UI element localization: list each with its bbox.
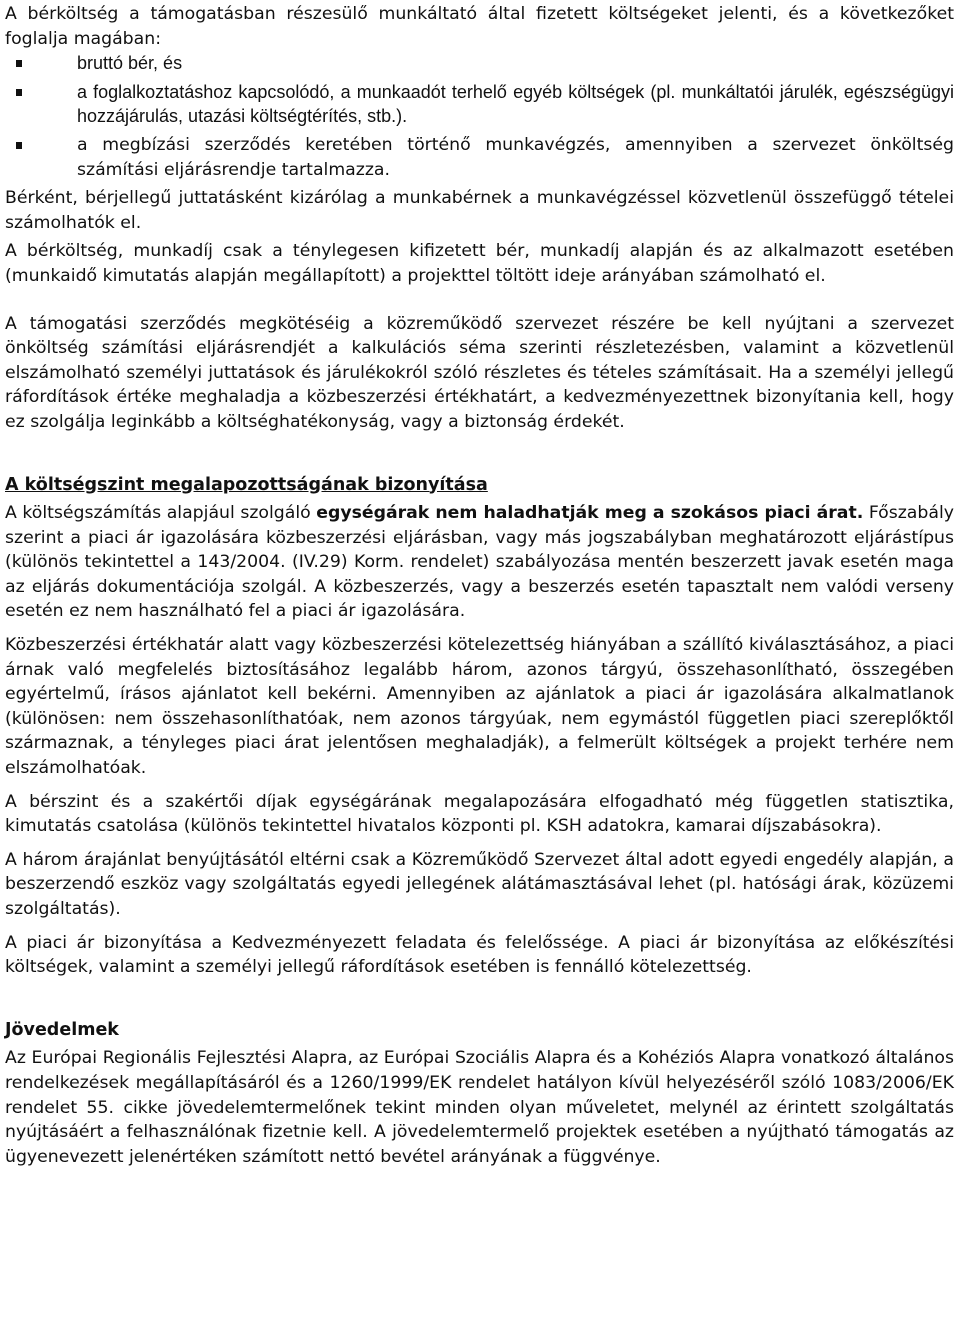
wage-items-paragraph: Bérként, bérjellegű juttatásként kizárólag a munkabérnek a munkavégzéssel közvetlenül összefüggő tételei számolhatók el. <box>5 188 954 233</box>
grant-contract-paragraph: A támogatási szerződés megkötéséig a közreműködő szervezet részére be kell nyújtani a szervezet önköltség számítási eljárásrendjét a kalkulációs séma szerinti részletezésben, valamint a közvetlenül elszámolható személyi juttatások és járulékokról szóló részletes és tételes számításait. Ha a személyi jellegű ráfordítások értéke meghaladja a közbeszerzési értékhatárt, a kedvezményezettnek bizonyítania kell, hogy ez szolgálja leginkább a költséghatékonyság, vagy a biztonság érdekét. <box>5 313 954 432</box>
unit-price-paragraph: A költségszámítás alapjául szolgáló egységárak nem haladhatják meg a szokásos piaci árat. Főszabály szerint a piaci ár igazolására közbeszerzési eljárásban, vagy más jogszabályban meghatározott eljárástípus (különös tekintettel a 143/2004. (IV.29) Korm. rendelet) szabályozása mentén beszerzett javak esetén maga az eljárás dokumentációja szolgál. A közbeszerzés, vagy a beszerzés esetén tapasztalt nem valódi verseny esetén ez nem használható fel a piaci ár igazolására. <box>5 503 954 622</box>
procurement-paragraph: Közbeszerzési értékhatár alatt vagy közbeszerzési kötelezettség hiányában a szállító kiválasztásához, a piaci árnak való megfelelés biztosításához legalább három, azonos tárgyú, összehasonlítható, összegében egyértelmű, írásos ajánlatot kell bekérni. Amennyiben az ajánlatok a piaci ár igazolására alkalmatlanok (különösen: nem összehasonlíthatóak, nem azonos tárgyúak, nem egymástól független piaci szereplőktől származnak, a tényleges piaci árat jelentősen meghaladják), a felmerült költségek a projekt terhére nem elszámolhatóak. <box>5 635 954 779</box>
square-bullet-icon <box>16 142 22 149</box>
section-heading-income: Jövedelmek <box>5 1019 119 1040</box>
list-item: bruttó bér, és <box>77 51 954 76</box>
list-item: a megbízási szerződés keretében történő munkavégzés, amennyiben a szervezet önköltség számítási eljárásrendje tartalmazza. <box>77 133 954 182</box>
section-heading-cost-level: A költségszint megalapozottságának bizonyítása <box>5 474 488 495</box>
square-bullet-icon <box>16 60 22 67</box>
three-offers-paragraph: A három árajánlat benyújtásától eltérni csak a Közreműködő Szervezet által adott egyedi engedély alapján, a beszerzendő eszköz vagy szolgáltatás egyedi jellegének alátámasztásával lehet (pl. hatósági árak, közüzemi szolgáltatás). <box>5 849 954 919</box>
unit-price-emphasis: egységárak nem haladhatják meg a szokásos piaci árat. <box>316 503 864 524</box>
income-paragraph: Az Európai Regionális Fejlesztési Alapra, az Európai Szociális Alapra és a Kohéziós Alapra vonatkozó általános rendelkezések megállapításáról és a 1260/1999/EK rendelet hatályon kívül helyezéséről szóló 1083/2006/EK rendelet 55. cikke jövedelemtermelőnek tekint minden olyan műveletet, melynél az érintett szolgáltatás nyújtásáért a felhasználónak fizetnie kell. A jövedelemtermelő projektek esetében a nyújtható támogatás az ügyenevezett jelenértéken számított nettó bevétel arányának a függvénye. <box>5 1048 954 1167</box>
wage-level-paragraph: A bérszint és a szakértői díjak egységárának megalapozására elfogadható még független statisztika, kimutatás csatolása (különös tekintettel hivatalos központi pl. KSH adatokra, kamarai díjszabásokra). <box>5 791 954 837</box>
wage-cost-paragraph: A bérköltség, munkadíj csak a ténylegesen kifizetett bér, munkadíj alapján és az alkalmazott esetében (munkaidő kimutatás alapján megállapított) a projekttel töltött ideje arányában számolható el. <box>5 241 954 286</box>
cost-items-list <box>5 51 954 182</box>
list-item: a foglalkoztatáshoz kapcsolódó, a munkaadót terhelő egyéb költségek (pl. munkáltatói járulék, egészségügyi hozzájárulás, utazási költségtérítés, stb.). <box>77 80 954 129</box>
intro-paragraph: A bérköltség a támogatásban részesülő munkáltató által fizetett költségeket jelenti, és a következőket foglalja magában: <box>5 4 954 49</box>
market-price-paragraph: A piaci ár bizonyítása a Kedvezményezett feladata és felelőssége. A piaci ár bizonyítása az előkészítési költségek, valamint a személyi jellegű ráfordítások esetében is fennálló kötelezettség. <box>5 932 954 978</box>
square-bullet-icon <box>16 89 22 96</box>
